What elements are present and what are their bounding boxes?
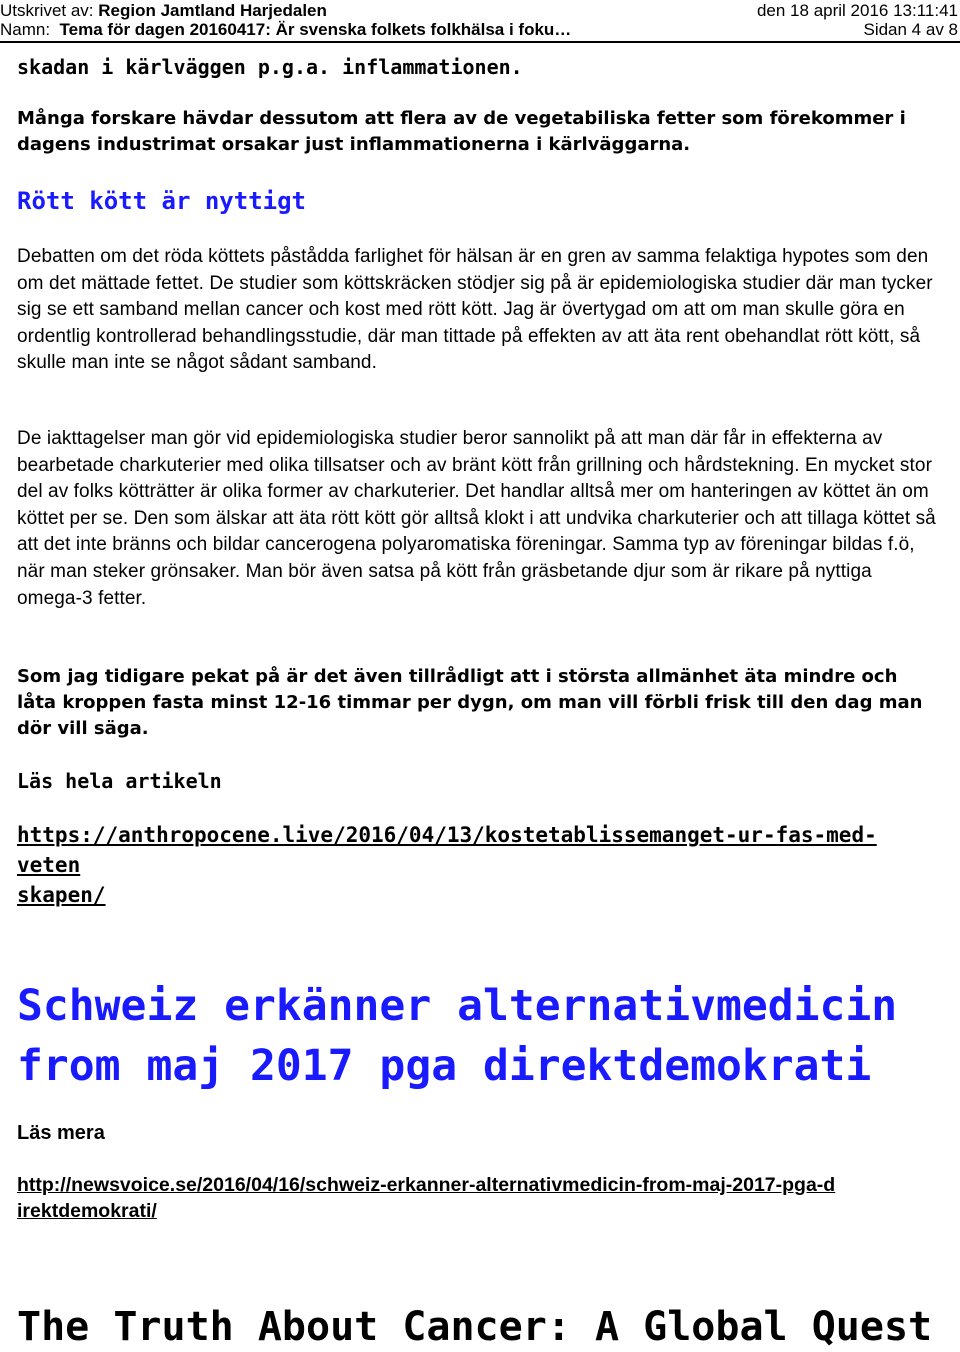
document-name: Namn: Tema för dagen 20160417: Är svenska folkets folkhälsa i foku… xyxy=(0,20,572,39)
header-divider xyxy=(0,41,960,43)
continuation-text: skadan i kärlväggen p.g.a. inflammationen. xyxy=(17,55,523,79)
article-link-2[interactable] xyxy=(17,1172,937,1224)
printed-by-value: Region Jamtland Harjedalen xyxy=(98,1,327,20)
printed-by: Utskrivet av: Region Jamtland Harjedalen xyxy=(0,1,327,20)
article-title-2-line-2: from maj 2017 pga direktdemokrati xyxy=(17,1041,872,1091)
print-header xyxy=(0,0,960,44)
article-link-1-line-1[interactable]: https://anthropocene.live/2016/04/13/kostetablissemanget-ur-fas-med-veten xyxy=(17,823,877,877)
paragraph-1: Debatten om det röda köttets påstådda farlighet för hälsan är en gren av samma felaktiga hypotes som den om det mättade fettet. De studier som köttskräcken stödjer sig på är epidemiologiska studier där man tycker sig se ett samband mellan cancer och kost med rött kött. Jag är övertygad om att om man skulle göra en ordentlig kontrollerad behandlingsstudie, där man tittade på effekten av att äta rent obehandlat rött kött, så skulle man inte se något sådant samband. xyxy=(17,246,933,374)
article-title-2 xyxy=(17,976,937,1096)
bold-paragraph-2: Som jag tidigare pekat på är det även tillrådligt att i största allmänhet äta mindre och låta kroppen fasta minst 12-16 timmar per dygn, om man vill förbli frisk till den dag man dör vill säga. xyxy=(17,666,923,739)
bold-paragraph-1: Många forskare hävdar dessutom att flera av de vegetabiliska fetter som förekommer i dagens industrimat orsakar just inflammationerna i kärlväggarna. xyxy=(17,108,906,155)
paragraph-2: De iakttagelser man gör vid epidemiologiska studier beror sannolikt på att man där får in effekterna av bearbetade charkuterier med olika tillsatser och av bränt kött från grillning och hårdstekning. En mycket stor del av folks kötträtter är olika former av charkuterier. Det handlar alltså mer om hanteringen av köttet än om köttet per se. Den som älskar att äta rött kött gör alltså klokt i att undvika charkuterier och att tillaga köttet så att det inte bränns och bildar cancerogena polyaromatiska föreningar. Samma typ av föreningar bildas f.ö, när man steker grönsaker. Man bör även satsa på kött från gräsbetande djur som är rikare på nyttiga omega-3 fetter. xyxy=(17,428,936,609)
print-header-line-2 xyxy=(0,19,960,41)
read-full-article-label: Läs hela artikeln xyxy=(17,769,222,793)
article-link-2-line-1[interactable]: http://newsvoice.se/2016/04/16/schweiz-erkanner-alternativmedicin-from-maj-2017-pga-d xyxy=(17,1174,836,1196)
section-heading: Rött kött är nyttigt xyxy=(17,187,306,215)
document-name-value: Tema för dagen 20160417: Är svenska folkets folkhälsa i foku… xyxy=(59,20,572,39)
article-title-2-line-1: Schweiz erkänner alternativmedicin xyxy=(17,981,898,1031)
article-title-3: The Truth About Cancer: A Global Quest xyxy=(17,1304,933,1350)
article-link-1-line-2[interactable]: skapen/ xyxy=(17,883,106,907)
print-date: den 18 april 2016 13:11:41 xyxy=(756,1,958,20)
article-link-2-line-2[interactable]: irektdemokrati/ xyxy=(17,1200,157,1222)
article-link-1[interactable] xyxy=(17,820,937,910)
page-number: Sidan 4 av 8 xyxy=(863,20,958,39)
read-more-label: Läs mera xyxy=(17,1122,105,1144)
